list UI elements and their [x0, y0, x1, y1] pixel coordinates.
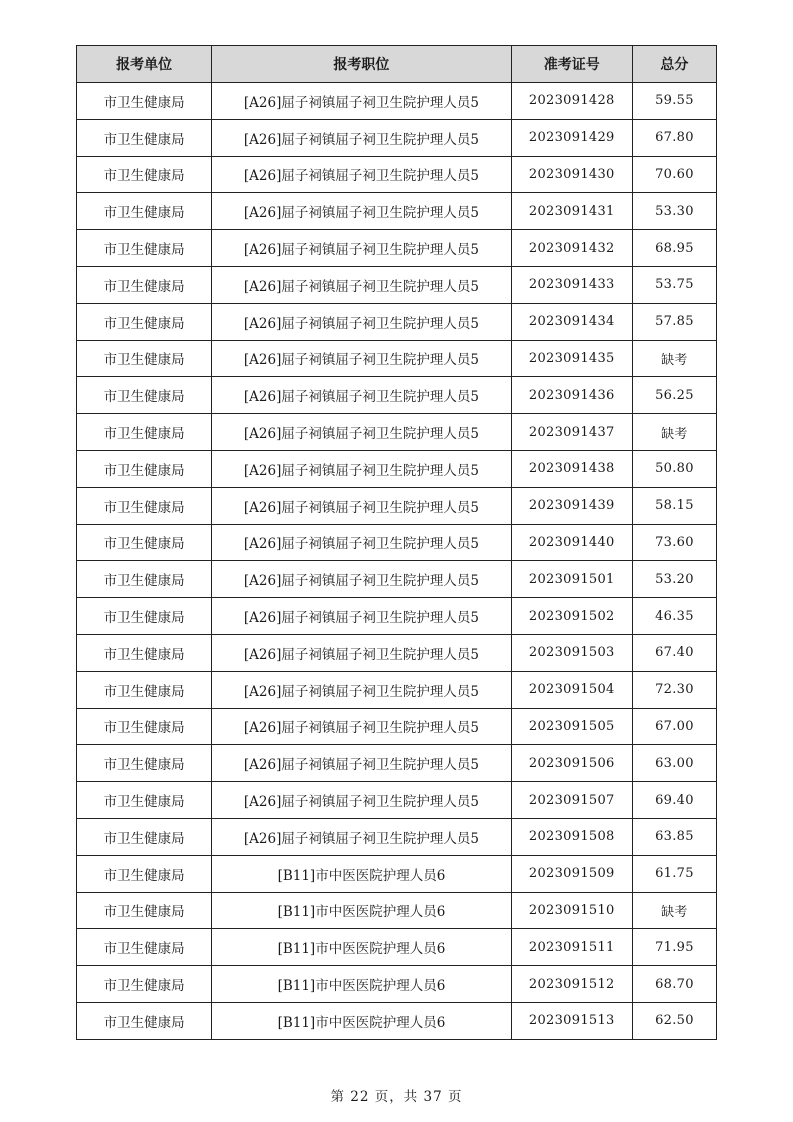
cell-position: [A26]屈子祠镇屈子祠卫生院护理人员5 — [212, 340, 511, 377]
header-row — [77, 46, 717, 83]
cell-ticket: 2023091438 — [511, 450, 632, 487]
cell-score: 73.60 — [632, 524, 716, 561]
cell-unit: 市卫生健康局 — [77, 671, 212, 708]
cell-score: 72.30 — [632, 671, 716, 708]
cell-ticket: 2023091429 — [511, 119, 632, 156]
cell-score: 50.80 — [632, 450, 716, 487]
cell-position: [A26]屈子祠镇屈子祠卫生院护理人员5 — [212, 193, 511, 230]
cell-ticket: 2023091434 — [511, 303, 632, 340]
table-row — [77, 561, 717, 598]
header-ticket: 准考证号 — [511, 46, 632, 83]
cell-ticket: 2023091511 — [511, 929, 632, 966]
table-row — [77, 671, 717, 708]
cell-ticket: 2023091436 — [511, 377, 632, 414]
cell-position: [B11]市中医医院护理人员6 — [212, 1002, 511, 1039]
cell-ticket: 2023091504 — [511, 671, 632, 708]
cell-score: 58.15 — [632, 487, 716, 524]
cell-unit: 市卫生健康局 — [77, 119, 212, 156]
cell-score: 67.80 — [632, 119, 716, 156]
cell-score: 68.95 — [632, 230, 716, 267]
cell-ticket: 2023091501 — [511, 561, 632, 598]
table-row — [77, 230, 717, 267]
cell-score: 63.00 — [632, 745, 716, 782]
cell-score: 53.30 — [632, 193, 716, 230]
cell-position: [A26]屈子祠镇屈子祠卫生院护理人员5 — [212, 119, 511, 156]
cell-unit: 市卫生健康局 — [77, 340, 212, 377]
table-row — [77, 966, 717, 1003]
cell-ticket: 2023091509 — [511, 855, 632, 892]
cell-position: [A26]屈子祠镇屈子祠卫生院护理人员5 — [212, 377, 511, 414]
cell-score: 53.20 — [632, 561, 716, 598]
cell-ticket: 2023091506 — [511, 745, 632, 782]
cell-position: [B11]市中医医院护理人员6 — [212, 855, 511, 892]
cell-position: [A26]屈子祠镇屈子祠卫生院护理人员5 — [212, 634, 511, 671]
cell-position: [A26]屈子祠镇屈子祠卫生院护理人员5 — [212, 524, 511, 561]
cell-unit: 市卫生健康局 — [77, 782, 212, 819]
table-row — [77, 634, 717, 671]
table-body — [77, 83, 717, 1040]
cell-unit: 市卫生健康局 — [77, 83, 212, 120]
cell-position: [A26]屈子祠镇屈子祠卫生院护理人员5 — [212, 598, 511, 635]
table-row — [77, 745, 717, 782]
cell-unit: 市卫生健康局 — [77, 487, 212, 524]
cell-unit: 市卫生健康局 — [77, 524, 212, 561]
cell-score: 62.50 — [632, 1002, 716, 1039]
cell-unit: 市卫生健康局 — [77, 303, 212, 340]
cell-position: [A26]屈子祠镇屈子祠卫生院护理人员5 — [212, 782, 511, 819]
cell-position: [A26]屈子祠镇屈子祠卫生院护理人员5 — [212, 450, 511, 487]
cell-position: [A26]屈子祠镇屈子祠卫生院护理人员5 — [212, 156, 511, 193]
cell-ticket: 2023091440 — [511, 524, 632, 561]
cell-ticket: 2023091512 — [511, 966, 632, 1003]
cell-ticket: 2023091502 — [511, 598, 632, 635]
cell-unit: 市卫生健康局 — [77, 414, 212, 451]
cell-ticket: 2023091432 — [511, 230, 632, 267]
table-row — [77, 377, 717, 414]
cell-ticket: 2023091439 — [511, 487, 632, 524]
cell-position: [B11]市中医医院护理人员6 — [212, 929, 511, 966]
cell-ticket: 2023091503 — [511, 634, 632, 671]
cell-unit: 市卫生健康局 — [77, 377, 212, 414]
table-row — [77, 193, 717, 230]
cell-unit: 市卫生健康局 — [77, 266, 212, 303]
cell-ticket: 2023091513 — [511, 1002, 632, 1039]
table-row — [77, 414, 717, 451]
cell-unit: 市卫生健康局 — [77, 745, 212, 782]
table-row — [77, 524, 717, 561]
cell-ticket: 2023091435 — [511, 340, 632, 377]
table-row — [77, 782, 717, 819]
cell-position: [A26]屈子祠镇屈子祠卫生院护理人员5 — [212, 708, 511, 745]
table-row — [77, 708, 717, 745]
cell-position: [A26]屈子祠镇屈子祠卫生院护理人员5 — [212, 83, 511, 120]
cell-ticket: 2023091505 — [511, 708, 632, 745]
cell-unit: 市卫生健康局 — [77, 634, 212, 671]
cell-unit: 市卫生健康局 — [77, 929, 212, 966]
cell-unit: 市卫生健康局 — [77, 230, 212, 267]
cell-ticket: 2023091431 — [511, 193, 632, 230]
table-row — [77, 340, 717, 377]
table-row — [77, 83, 717, 120]
cell-unit: 市卫生健康局 — [77, 1002, 212, 1039]
header-score: 总分 — [632, 46, 716, 83]
cell-position: [A26]屈子祠镇屈子祠卫生院护理人员5 — [212, 487, 511, 524]
cell-score: 缺考 — [632, 892, 716, 929]
cell-score: 59.55 — [632, 83, 716, 120]
cell-unit: 市卫生健康局 — [77, 818, 212, 855]
cell-score: 71.95 — [632, 929, 716, 966]
cell-position: [A26]屈子祠镇屈子祠卫生院护理人员5 — [212, 561, 511, 598]
cell-ticket: 2023091433 — [511, 266, 632, 303]
cell-score: 70.60 — [632, 156, 716, 193]
cell-unit: 市卫生健康局 — [77, 598, 212, 635]
cell-score: 67.40 — [632, 634, 716, 671]
cell-unit: 市卫生健康局 — [77, 855, 212, 892]
table-row — [77, 266, 717, 303]
cell-unit: 市卫生健康局 — [77, 966, 212, 1003]
cell-ticket: 2023091430 — [511, 156, 632, 193]
cell-score: 63.85 — [632, 818, 716, 855]
cell-score: 56.25 — [632, 377, 716, 414]
cell-score: 69.40 — [632, 782, 716, 819]
table-row — [77, 487, 717, 524]
table-row — [77, 1002, 717, 1039]
cell-position: [A26]屈子祠镇屈子祠卫生院护理人员5 — [212, 230, 511, 267]
cell-ticket: 2023091510 — [511, 892, 632, 929]
cell-position: [A26]屈子祠镇屈子祠卫生院护理人员5 — [212, 745, 511, 782]
cell-score: 57.85 — [632, 303, 716, 340]
cell-position: [A26]屈子祠镇屈子祠卫生院护理人员5 — [212, 671, 511, 708]
table-row — [77, 929, 717, 966]
table-row — [77, 855, 717, 892]
cell-score: 53.75 — [632, 266, 716, 303]
cell-score: 缺考 — [632, 340, 716, 377]
cell-position: [B11]市中医医院护理人员6 — [212, 966, 511, 1003]
cell-score: 缺考 — [632, 414, 716, 451]
table-row — [77, 598, 717, 635]
cell-ticket: 2023091428 — [511, 83, 632, 120]
cell-unit: 市卫生健康局 — [77, 193, 212, 230]
cell-position: [A26]屈子祠镇屈子祠卫生院护理人员5 — [212, 414, 511, 451]
cell-score: 67.00 — [632, 708, 716, 745]
cell-position: [A26]屈子祠镇屈子祠卫生院护理人员5 — [212, 303, 511, 340]
cell-unit: 市卫生健康局 — [77, 156, 212, 193]
cell-position: [A26]屈子祠镇屈子祠卫生院护理人员5 — [212, 818, 511, 855]
cell-score: 68.70 — [632, 966, 716, 1003]
cell-score: 46.35 — [632, 598, 716, 635]
cell-unit: 市卫生健康局 — [77, 892, 212, 929]
table-row — [77, 892, 717, 929]
results-table — [76, 45, 717, 1040]
cell-score: 61.75 — [632, 855, 716, 892]
cell-ticket: 2023091437 — [511, 414, 632, 451]
cell-ticket: 2023091508 — [511, 818, 632, 855]
table-row — [77, 303, 717, 340]
header-unit: 报考单位 — [77, 46, 212, 83]
table-row — [77, 119, 717, 156]
cell-unit: 市卫生健康局 — [77, 450, 212, 487]
cell-ticket: 2023091507 — [511, 782, 632, 819]
table-row — [77, 818, 717, 855]
table-row — [77, 156, 717, 193]
cell-position: [B11]市中医医院护理人员6 — [212, 892, 511, 929]
page-number: 第 22 页，共 37 页 — [330, 1089, 463, 1105]
cell-unit: 市卫生健康局 — [77, 561, 212, 598]
cell-unit: 市卫生健康局 — [77, 708, 212, 745]
header-position: 报考职位 — [212, 46, 511, 83]
cell-position: [A26]屈子祠镇屈子祠卫生院护理人员5 — [212, 266, 511, 303]
table-row — [77, 450, 717, 487]
